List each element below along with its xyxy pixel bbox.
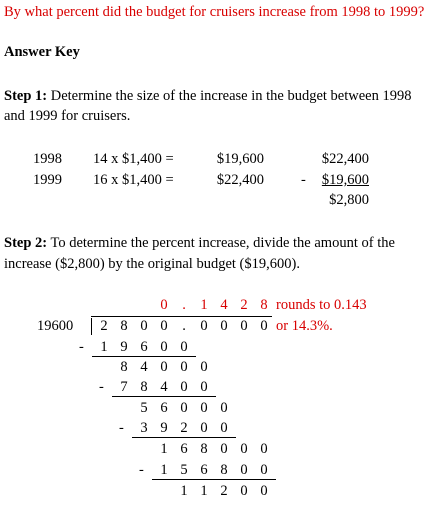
step1-label: Step 1:: [4, 88, 48, 104]
minus-sign: -: [99, 379, 104, 395]
work-digit: 8: [200, 441, 208, 457]
work-digit: 8: [220, 462, 228, 478]
divisor: 19600: [37, 318, 74, 334]
subtraction-top: $22,400: [321, 151, 369, 167]
quotient-digit: 1: [200, 297, 208, 313]
work-digit: 1: [200, 483, 208, 499]
answer-key-heading: Answer Key: [4, 44, 80, 60]
minus-sign: -: [139, 462, 144, 478]
division-bracket-bar: [91, 316, 272, 317]
quotient-digit: .: [182, 297, 186, 313]
work-digit: 2: [180, 420, 188, 436]
year-1998: 1998: [33, 151, 62, 167]
work-digit: 9: [120, 339, 128, 355]
work-digit: 5: [180, 462, 188, 478]
subtraction-line: [92, 356, 196, 357]
step2-text-line2: increase ($2,800) by the original budget ($19,600).: [4, 256, 300, 272]
division-bracket-vertical: [91, 318, 92, 335]
work-digit: 0: [240, 462, 248, 478]
work-digit: 0: [240, 483, 248, 499]
step2-text-line1: To determine the percent increase, divide the amount of the: [47, 235, 395, 251]
work-digit: 5: [140, 400, 148, 416]
quotient-digit: 2: [240, 297, 248, 313]
work-digit: 0: [260, 441, 268, 457]
work-digit: 0: [200, 379, 208, 395]
work-digit: 3: [140, 420, 148, 436]
work-digit: 0: [180, 339, 188, 355]
dividend-digit: 8: [120, 318, 128, 334]
calc-1998: 14 x $1,400 =: [93, 151, 174, 167]
year-1999: 1999: [33, 172, 62, 188]
subtraction-line: [112, 396, 216, 397]
rounding-note-line2: or 14.3%.: [276, 318, 333, 334]
dividend-digit: 0: [260, 318, 268, 334]
amount-1998: $19,600: [216, 151, 264, 167]
work-digit: 4: [160, 379, 168, 395]
subtraction-line: [152, 479, 276, 480]
work-digit: 0: [180, 359, 188, 375]
work-digit: 0: [180, 400, 188, 416]
work-digit: 1: [160, 462, 168, 478]
work-digit: 2: [220, 483, 228, 499]
work-digit: 6: [140, 339, 148, 355]
subtraction-result: $2,800: [329, 192, 369, 208]
step1-text-line2: and 1999 for cruisers.: [4, 108, 131, 124]
work-digit: 7: [120, 379, 128, 395]
work-digit: 0: [180, 379, 188, 395]
calc-1999: 16 x $1,400 =: [93, 172, 174, 188]
quotient-digit: 0: [160, 297, 168, 313]
work-digit: 9: [160, 420, 168, 436]
work-digit: 8: [140, 379, 148, 395]
work-digit: 0: [220, 400, 228, 416]
subtraction-minus-sign: -: [301, 172, 306, 188]
question-text: By what percent did the budget for cruisers increase from 1998 to 1999?: [4, 4, 425, 20]
rounding-note-line1: rounds to 0.143: [276, 297, 367, 313]
work-digit: 6: [160, 400, 168, 416]
dividend-digit: 0: [160, 318, 168, 334]
work-digit: 1: [160, 441, 168, 457]
dividend-digit: 0: [220, 318, 228, 334]
work-digit: 0: [260, 483, 268, 499]
dividend-digit: 0: [240, 318, 248, 334]
step2-label: Step 2:: [4, 235, 48, 251]
work-digit: 0: [200, 359, 208, 375]
work-digit: 6: [200, 462, 208, 478]
work-digit: 8: [120, 359, 128, 375]
work-digit: 0: [220, 420, 228, 436]
work-digit: 0: [200, 400, 208, 416]
quotient-digit: 8: [260, 297, 268, 313]
dividend-digit: 2: [100, 318, 108, 334]
work-digit: 1: [100, 339, 108, 355]
step1-text-line1: Determine the size of the increase in the budget between 1998: [47, 88, 412, 104]
work-digit: 0: [260, 462, 268, 478]
step1-paragraph-line1: [4, 88, 412, 105]
quotient-digit: 4: [220, 297, 228, 313]
subtraction-line: [132, 437, 236, 438]
work-digit: 1: [180, 483, 188, 499]
work-digit: 0: [240, 441, 248, 457]
dividend-digit: .: [182, 318, 186, 334]
amount-1999: $22,400: [216, 172, 264, 188]
dividend-digit: 0: [140, 318, 148, 334]
work-digit: 0: [160, 339, 168, 355]
subtraction-bottom: $19,600: [321, 172, 369, 188]
dividend-digit: 0: [200, 318, 208, 334]
work-digit: 0: [220, 441, 228, 457]
work-digit: 0: [200, 420, 208, 436]
step2-paragraph-line1: [4, 235, 395, 252]
work-digit: 6: [180, 441, 188, 457]
work-digit: 4: [140, 359, 148, 375]
minus-sign: -: [119, 420, 124, 436]
minus-sign: -: [79, 339, 84, 355]
work-digit: 0: [160, 359, 168, 375]
